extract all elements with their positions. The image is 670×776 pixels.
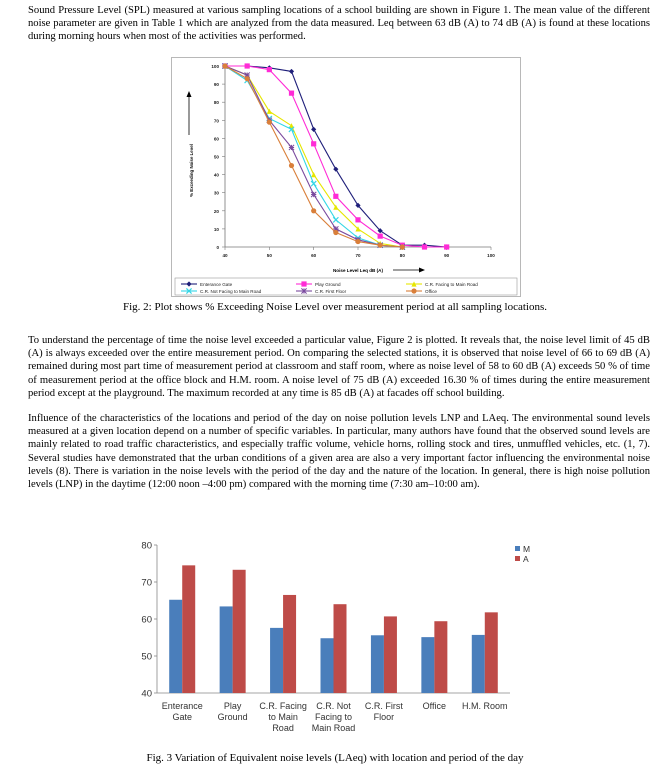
y-tick-label: 60 <box>213 136 219 142</box>
bar-m <box>421 637 434 693</box>
data-point <box>422 244 427 249</box>
data-point <box>267 67 272 72</box>
legend-swatch <box>515 546 520 551</box>
series-6 <box>222 63 405 249</box>
series-line <box>225 66 402 247</box>
category-label: to Main <box>268 712 298 722</box>
series-line <box>225 66 402 247</box>
series-2 <box>222 63 449 249</box>
data-point <box>222 63 227 68</box>
bar-m <box>220 606 233 693</box>
data-point <box>311 208 316 213</box>
data-point <box>267 120 272 125</box>
legend-label: M <box>523 544 531 554</box>
analysis-paragraph: To understand the percentage of time the noise level exceeded a particular value, Figure 2 is plotted. It reveals that, the noise level limit of 45 dB (A) is always exceeded over the entire measurement period. On comparing the selected stations, it is observed that noise level of 66 to 69 dB (A) remained during most part time of measurement period at classroom and staff room, where as noise level of 58 to 60 dB (A) exceeds 50 % of time of measurement period at the office block and H.M. room. A noise level of 75 dB (A) exceeded 16.30 % of times during the entire measurement period except at the playground. The maximum recorded at any time is 85 dB (A) at facades off school building. <box>28 335 650 399</box>
y-tick-label: 60 <box>141 614 152 626</box>
data-point <box>245 63 250 68</box>
x-tick-label: 90 <box>444 253 450 258</box>
series-5 <box>222 63 405 249</box>
data-point <box>400 244 405 249</box>
data-point <box>289 145 294 150</box>
data-point <box>378 243 383 248</box>
y-tick-label: 0 <box>216 245 219 250</box>
y-tick-label: 20 <box>213 208 219 214</box>
bar-a <box>434 621 447 693</box>
legend-label: C.R. First Floor <box>315 288 347 294</box>
bar-m <box>371 635 384 693</box>
data-point <box>311 181 316 186</box>
y-tick-label: 10 <box>213 226 219 232</box>
data-point <box>245 76 250 81</box>
series-3 <box>222 63 405 249</box>
exceeding-noise-level-chart <box>171 57 521 297</box>
data-point <box>333 217 338 222</box>
series-1 <box>245 63 450 249</box>
category-label: C.R. Facing <box>259 701 307 711</box>
legend-marker <box>301 281 306 286</box>
data-point <box>289 69 294 74</box>
y-tick-label: 50 <box>213 154 219 160</box>
y-axis-title: % Exceeding Noise Level <box>189 144 194 197</box>
category-label: H.M. Room <box>462 701 508 711</box>
leq-variation-bar-chart <box>135 537 535 747</box>
data-point <box>333 194 338 199</box>
legend-label: C.R. Facing to Main Road <box>425 281 478 287</box>
bar-m <box>270 628 283 693</box>
figure-2-caption: Fig. 2: Plot shows % Exceeding Noise Level over measurement period at all sampling locations. <box>122 301 548 313</box>
x-axis-arrowhead <box>419 268 425 273</box>
y-tick-label: 80 <box>213 100 219 106</box>
y-tick-label: 40 <box>213 172 219 178</box>
series-line <box>247 66 447 247</box>
category-label: Facing to <box>314 712 353 722</box>
category-label: Road <box>272 723 294 733</box>
data-point <box>289 163 294 168</box>
legend-label: Play Ground <box>315 281 341 287</box>
data-point <box>311 172 316 177</box>
x-tick-label: 60 <box>311 253 317 258</box>
y-tick-label: 100 <box>211 64 219 69</box>
category-label: Enterance <box>161 701 203 711</box>
legend-label: Enterance Gate <box>200 281 233 287</box>
x-tick-label: 70 <box>355 253 361 258</box>
figure-3-caption: Fig. 3 Variation of Equivalent noise levels (LAeq) with location and period of the day <box>146 752 524 764</box>
x-tick-label: 50 <box>266 253 272 258</box>
legend-marker <box>301 288 306 293</box>
legend-label: A <box>523 554 529 564</box>
series-line <box>225 66 402 247</box>
bar-a <box>182 565 195 693</box>
bar-a <box>233 570 246 693</box>
data-point <box>311 127 316 132</box>
y-tick-label: 30 <box>213 190 219 196</box>
x-axis-title: Noise Level Leq dB (A) <box>332 268 384 273</box>
y-axis-arrowhead <box>187 91 192 97</box>
data-point <box>333 167 338 172</box>
legend-label: C.R. Not Facing to Main Road <box>200 288 262 294</box>
data-point <box>355 239 360 244</box>
bar-m <box>321 638 334 693</box>
y-tick-label: 70 <box>141 577 152 589</box>
category-label: Main Road <box>311 723 356 733</box>
data-point <box>378 234 383 239</box>
category-label: C.R. Not <box>316 701 351 711</box>
data-point <box>289 91 294 96</box>
category-label: Gate <box>172 712 192 722</box>
y-tick-label: 80 <box>141 540 152 552</box>
bar-a <box>485 612 498 693</box>
data-point <box>267 109 272 114</box>
legend-label: Office <box>425 288 437 294</box>
data-point <box>333 230 338 235</box>
intro-paragraph: Sound Pressure Level (SPL) measured at various sampling locations of a school building are shown in Figure 1. The mean value of the different noise parameter are given in Table 1 which are analyzed from the data measured. Leq between 63 dB (A) to 74 dB (A) is found at these locations during morning hours when most of the activities was performed. <box>28 5 650 43</box>
x-tick-label: 100 <box>487 253 495 258</box>
y-tick-label: 50 <box>141 651 152 663</box>
bar-m <box>169 600 182 693</box>
y-tick-label: 70 <box>213 118 219 124</box>
bar-a <box>334 604 347 693</box>
discussion-paragraph: Influence of the characteristics of the locations and period of the day on noise pollution levels LNP and LAeq. The environmental sound levels measured at a given location depend on a number of specific variables. In particular, many authors have found that the observed sound levels are mainly related to road traffic characteristics, and especially traffic volume, vehicle horns, rolling stock and tires, unmuffled vehicles, etc. (1, 7). Several studies have demonstrated that the urban conditions of a given area are also a very important factor influencing the environmental noise levels (8). There is variation in the noise levels with the period of the day and the nature of the location. In general, there is high noise pollution levels (LNP) in the daytime (12:00 noon –4:00 pm) compared with the morning time (7:30 am–10:00 am). <box>28 413 650 491</box>
category-label: Floor <box>373 712 395 722</box>
bar-a <box>384 616 397 693</box>
series-line <box>225 66 402 247</box>
data-point <box>311 192 316 197</box>
category-label: Office <box>422 701 447 711</box>
category-label: Ground <box>217 712 248 722</box>
series-4 <box>222 63 405 249</box>
x-tick-label: 80 <box>399 253 405 258</box>
data-point <box>355 217 360 222</box>
legend-marker <box>411 288 416 293</box>
legend-swatch <box>515 556 520 561</box>
category-label: C.R. First <box>364 701 403 711</box>
data-point <box>444 244 449 249</box>
data-point <box>311 141 316 146</box>
bar-m <box>472 635 485 693</box>
y-tick-label: 90 <box>213 82 219 88</box>
x-tick-label: 40 <box>222 253 228 258</box>
category-label: Play <box>223 701 242 711</box>
bar-a <box>283 595 296 693</box>
y-tick-label: 40 <box>141 688 152 700</box>
